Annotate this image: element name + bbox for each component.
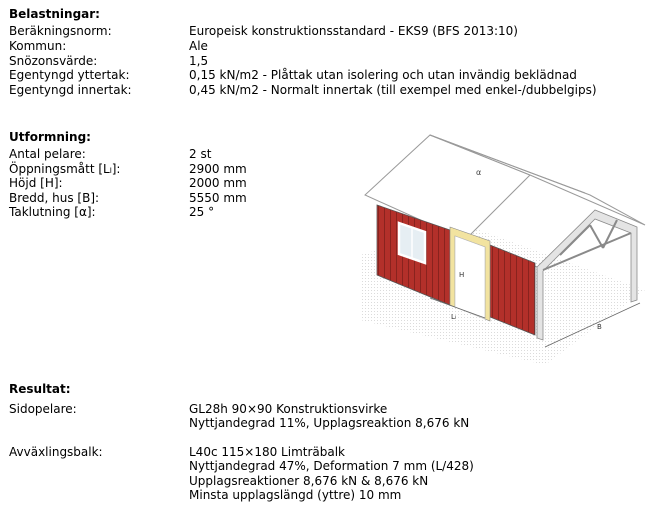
label-sidopelare: Sidopelare:	[9, 402, 77, 416]
label-egentyngd-innertak: Egentyngd innertak:	[9, 83, 132, 97]
avvaxlingsbalk-line-2: Nyttjandegrad 47%, Deformation 7 mm (L/428)	[189, 459, 474, 473]
value-kommun: Ale	[189, 39, 208, 53]
sidopelare-line-2: Nyttjandegrad 11%, Upplagsreaktion 8,676 kN	[189, 416, 470, 430]
label-hojd: Höjd [H]:	[9, 176, 63, 190]
label-oppningsmatt: Öppningsmått [Lₗ]:	[9, 162, 121, 176]
opening-label: Lₗ	[451, 313, 457, 321]
width-label: B	[597, 323, 602, 331]
label-berakningsnorm: Beräkningsnorm:	[9, 24, 112, 38]
height-label: H	[459, 271, 465, 279]
label-taklutning: Taklutning [α]:	[9, 205, 96, 219]
value-hojd: 2000 mm	[189, 176, 247, 190]
garage-illustration	[355, 115, 655, 365]
avvaxlingsbalk-line-4: Minsta upplagslängd (yttre) 10 mm	[189, 488, 402, 502]
utformning-heading: Utformning:	[9, 130, 91, 144]
value-berakningsnorm: Europeisk konstruktionsstandard - EKS9 (BFS 2013:10)	[189, 24, 518, 38]
avvaxlingsbalk-line-1: L40c 115×180 Limträbalk	[189, 445, 345, 459]
label-kommun: Kommun:	[9, 39, 67, 53]
value-egentyngd-yttertak: 0,15 kN/m2 - Plåttak utan isolering och utan invändig beklädnad	[189, 68, 577, 82]
belastningar-heading: Belastningar:	[9, 7, 100, 21]
label-egentyngd-yttertak: Egentyngd yttertak:	[9, 68, 130, 82]
sidopelare-line-1: GL28h 90×90 Konstruktionsvirke	[189, 402, 388, 416]
avvaxlingsbalk-line-3: Upplagsreaktioner 8,676 kN & 8,676 kN	[189, 474, 429, 488]
value-oppningsmatt: 2900 mm	[189, 162, 247, 176]
label-snozonsvarde: Snözonsvärde:	[9, 54, 98, 68]
label-avvaxlingsbalk: Avväxlingsbalk:	[9, 445, 103, 459]
value-snozonsvarde: 1,5	[189, 54, 209, 68]
resultat-heading: Resultat:	[9, 382, 71, 396]
label-antal-pelare: Antal pelare:	[9, 147, 86, 161]
value-bredd: 5550 mm	[189, 191, 247, 205]
value-taklutning: 25 °	[189, 205, 215, 219]
label-bredd: Bredd, hus [B]:	[9, 191, 100, 205]
alpha-label: α	[476, 168, 482, 177]
value-egentyngd-innertak: 0,45 kN/m2 - Normalt innertak (till exempel med enkel-/dubbelgips)	[189, 83, 597, 97]
value-antal-pelare: 2 st	[189, 147, 212, 161]
